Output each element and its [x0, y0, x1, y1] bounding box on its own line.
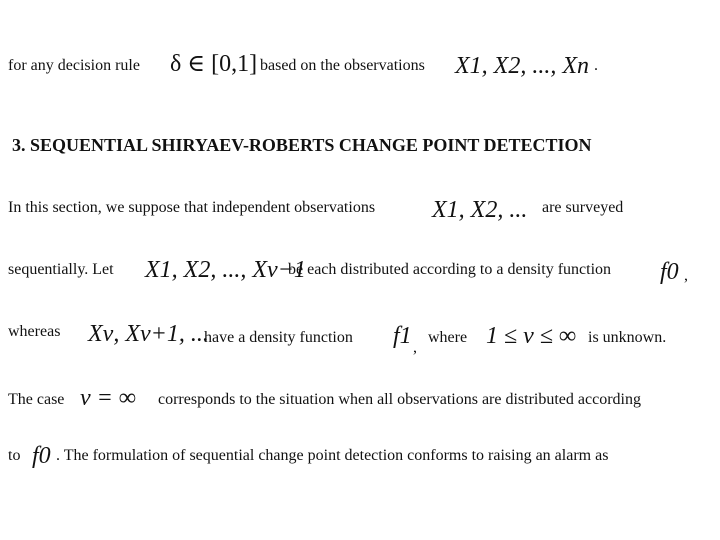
math-nu-equals-infinity: ν = ∞ [80, 385, 136, 411]
line1-text-1: for any decision rule [8, 57, 140, 74]
math-x1-x2-dots: X1, X2, ... [432, 197, 528, 223]
line5-text-where: where [428, 329, 468, 346]
line3-text-2: are surveyed [542, 199, 624, 216]
line6-text-2: corresponds to the situation when all observations are distributed according [158, 391, 641, 408]
line5-comma: , [413, 339, 417, 356]
line3-text-1: In this section, we suppose that independent observations [8, 199, 376, 216]
line5-text-1: whereas [8, 323, 61, 340]
line4-text-2: be each distributed according to a density function [288, 261, 612, 278]
math-delta-in-interval: δ ∈ [0,1] [170, 51, 258, 77]
math-f1: f1 [393, 323, 412, 349]
line5-text-unknown: is unknown. [588, 329, 667, 346]
line1-text-2: based on the observations [260, 57, 425, 74]
math-nu-range: 1 ≤ ν ≤ ∞ [486, 323, 577, 349]
line1-period: . [594, 57, 598, 74]
math-observations-x1-xn: X1, X2, ..., Xn [455, 53, 589, 79]
line7-text-2: . The formulation of sequential change point detection conforms to raising an alarm as [56, 447, 609, 464]
math-f0: f0 [660, 259, 679, 285]
math-f0-second: f0 [32, 443, 51, 469]
line4-text-1: sequentially. Let [8, 261, 114, 278]
line7-text-1: to [8, 447, 21, 464]
line5-text-2: have a density function [204, 329, 353, 346]
math-x-nu-sequence: Xν, Xν+1, ... [88, 321, 209, 347]
section-heading: 3. SEQUENTIAL SHIRYAEV-ROBERTS CHANGE POINT DETECTION [12, 135, 592, 155]
line4-comma: , [684, 267, 688, 284]
line6-text-1: The case [8, 391, 65, 408]
math-x1-to-x-nu-minus-1: X1, X2, ..., Xν−1 [145, 257, 306, 283]
